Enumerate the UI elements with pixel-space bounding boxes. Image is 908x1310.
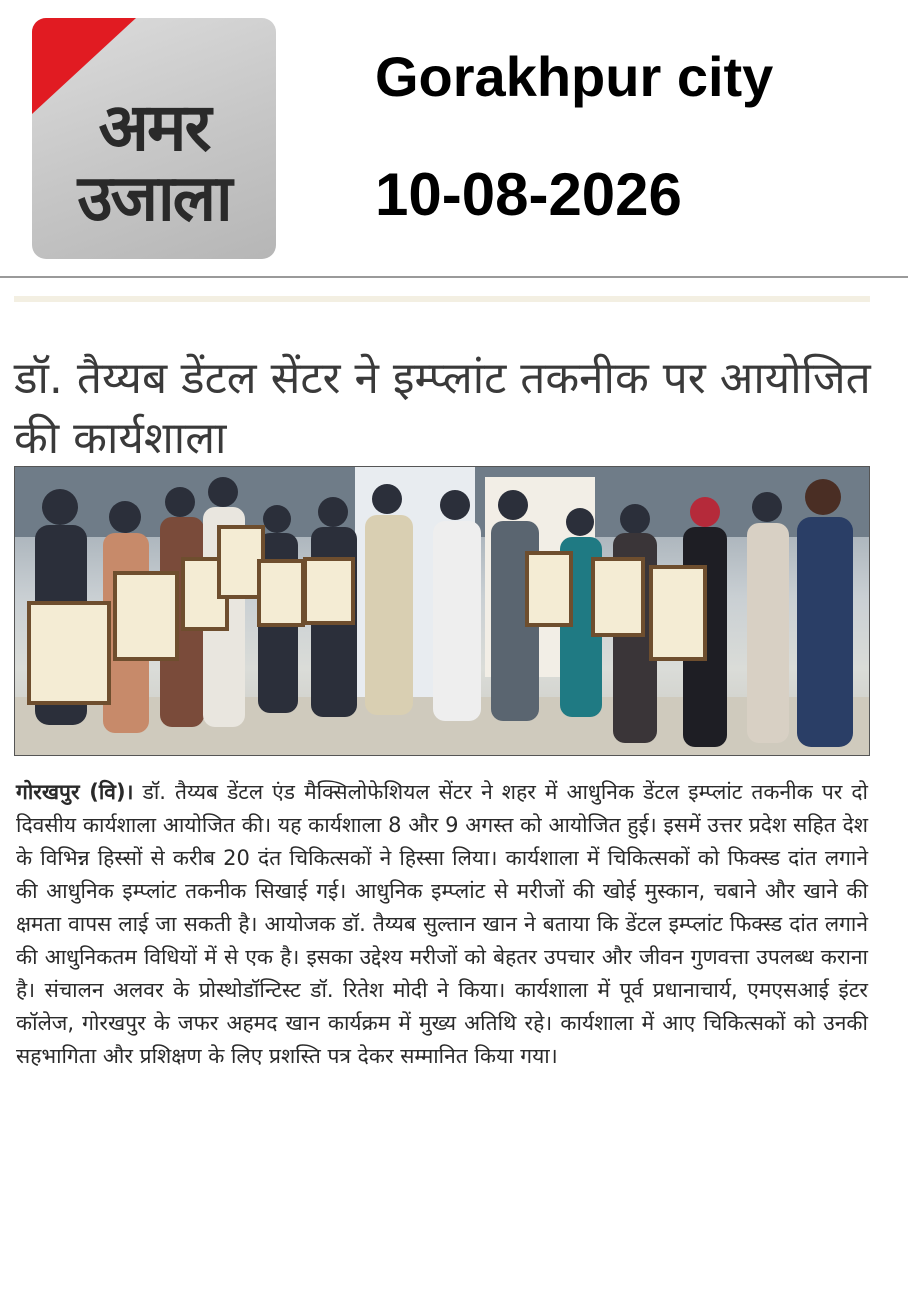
article-body bbox=[16, 776, 868, 1073]
edition-title: Gorakhpur city bbox=[375, 45, 774, 108]
edition-date: 10-08-2026 bbox=[375, 161, 682, 228]
logo-line-2: उजाला bbox=[77, 162, 231, 236]
amar-ujala-logo bbox=[32, 18, 276, 259]
article-photo bbox=[14, 466, 870, 756]
logo-line-1: अमर bbox=[98, 89, 210, 166]
group-photo-icon bbox=[15, 467, 869, 755]
clipping-top-edge bbox=[14, 296, 870, 302]
article-dateline: गोरखपुर (वि)। bbox=[16, 780, 134, 804]
article-headline: डॉ. तैय्यब डेंटल सेंटर ने इम्प्लांट तकनीक पर आयोजित की कार्यशाला bbox=[14, 353, 871, 465]
article-body-text: डॉ. तैय्यब डेंटल एंड मैक्सिलोफेशियल सेंटर ने शहर में आधुनिक डेंटल इम्प्लांट तकनीक पर दो दिवसीय कार्यशाला आयोजित की। यह कार्यशाला 8 और 9 अगस्त को आयोजित हुई। इसमें उत्तर प्रदेश सहित देश के विभिन्न हिस्सों से करीब 20 दंत चिकित्सकों ने हिस्सा लिया। कार्यशाला में चिकित्सकों को फिक्स्ड दांत लगाने की आधुनिक इम्प्लांट तकनीक सिखाई गई। आधुनिक इम्प्लांट से मरीजों की खोई मुस्कान, चबाने और खाने की क्षमता वापस लाई जा सकती है। आयोजक डॉ. तैय्यब सुल्तान खान ने बताया कि डेंटल इम्प्लांट फिक्स्ड दांत लगाने की आधुनिकतम विधियों में से एक है। इसका उद्देश्य मरीजों को बेहतर उपचार और जीवन गुणवत्ता उपलब्ध कराना है। संचालन अलवर के प्रोस्थोडॉन्टिस्ट डॉ. रितेश मोदी ने किया। कार्यशाला में पूर्व प्रधानाचार्य, एमएसआई इंटर कॉलेज, गोरखपुर के जफर अहमद खान कार्यक्रम में मुख्य अतिथि रहे। कार्यशाला में आए चिकित्सकों को उनकी सहभागिता और प्रशिक्षण के लिए प्रशस्ति पत्र देकर सम्मानित किया गया। bbox=[16, 780, 868, 1068]
masthead-divider bbox=[0, 276, 908, 278]
